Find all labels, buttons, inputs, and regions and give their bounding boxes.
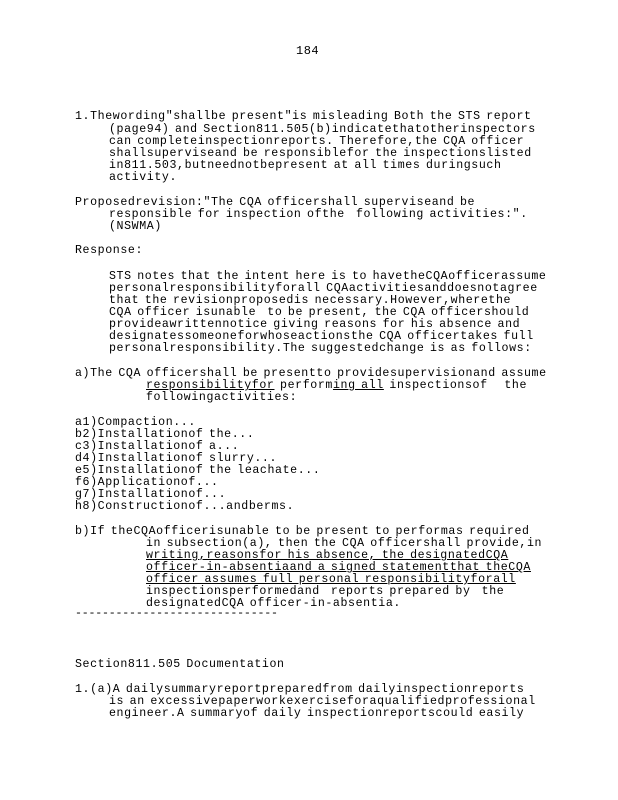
text-line: personalresponsibility.The suggestedchange is as follows: (109, 342, 532, 355)
text-line: 1.Thewording"shallbe present"is misleading Both the STS report (75, 110, 532, 123)
text-span: perform (274, 379, 333, 392)
underlined-text: ing all (332, 379, 384, 392)
list-item: h8)Constructionof...andberms. (75, 500, 295, 513)
text-line: in811.503,butneednotbepresent at all times duringsuch (109, 159, 502, 172)
section-heading: Section811.505 Documentation (75, 658, 285, 671)
text-line: inspectionsperformedand reports prepared by the (146, 585, 505, 598)
underlined-text: officer-in-absentiaand a signed statementthat theCQA (146, 561, 531, 574)
text-line: (page94) and Section811.505(b)indicatethatotherinspectors (109, 123, 536, 136)
text-line: that the revisionproposedis necessary.However,wherethe (109, 294, 512, 307)
separator-line: ------------------------------ (75, 607, 278, 620)
list-item: a1)Compaction... (75, 416, 196, 429)
list-item: c3)Installationof a... (75, 440, 240, 453)
text-line: 1.(a)A dailysummaryreportpreparedfrom dailyinspectionreports (75, 683, 525, 696)
text-line: followingactivities: (146, 391, 298, 404)
list-item: f6)Applicationof... (75, 476, 219, 489)
text-span: inspectionsof the (383, 379, 528, 392)
text-line: a)The CQA officershall be presentto providesupervisionand assume (75, 367, 547, 380)
text-line: engineer.A summaryof daily inspectionreportscould easily (109, 707, 525, 720)
underlined-text: responsibilityfor (146, 379, 275, 392)
text-line: in subsection(a), then the CQA officershall provide,in (146, 537, 543, 550)
text-line: b)If theCQAofficerisunable to be present to performas required (75, 525, 530, 538)
text-line: CQA officer isunable to be present, the CQA officershould (109, 306, 530, 319)
text-line: designatedCQA officer-in-absentia. (146, 597, 401, 610)
text-line: Proposedrevision:"The CQA officershall superviseand be (75, 196, 476, 209)
text-line: is an excessivepaperworkexerciseforaqualifiedprofessional (109, 695, 536, 708)
underlined-text: officer assumes full personal responsibilityforall (146, 573, 516, 586)
text-line: provideawrittennotice giving reasons for his absence and (109, 318, 521, 331)
list-item: g7)Installationof... (75, 488, 227, 501)
text-line: personalresponsibilityforall CQAactivitiesanddoesnotagree (109, 282, 538, 295)
list-item: e5)Installationof the leachate... (75, 464, 321, 477)
text-line: activity. (109, 171, 178, 184)
text-line: responsible for inspection ofthe following activities:". (109, 208, 528, 221)
list-item: d4)Installationof slurry... (75, 452, 278, 465)
text-line: can completeinspectionreports. Therefore,the CQA officer (109, 135, 525, 148)
list-item: b2)Installationof the... (75, 428, 255, 441)
response-heading: Response: (75, 244, 144, 257)
text-line: shallsuperviseand be responsiblefor the inspectionslisted (109, 147, 532, 160)
underlined-text: writing,reasonsfor his absence, the designatedCQA (146, 549, 509, 562)
text-line: designatessomeoneforwhoseactionsthe CQA officertakes full (109, 330, 534, 343)
page-number: 184 (296, 44, 320, 58)
text-line: STS notes that the intent here is to havetheCQAofficerassume (109, 270, 547, 283)
text-line: (NSWMA) (109, 220, 162, 233)
